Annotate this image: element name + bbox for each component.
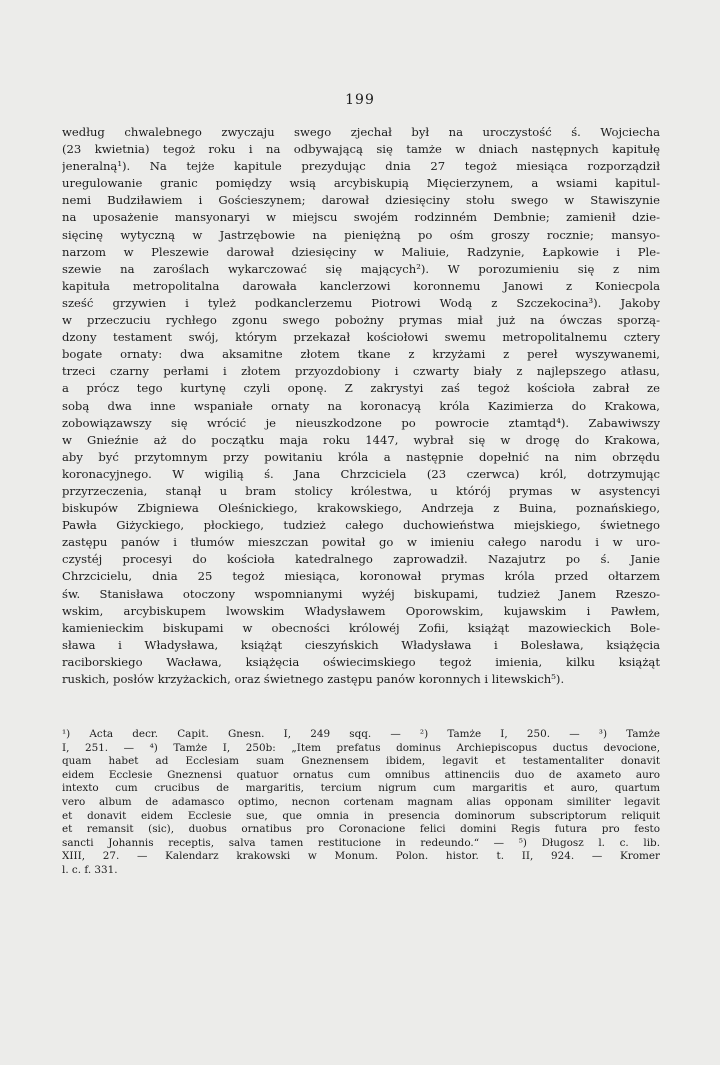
footnote-line: ¹) Acta decr. Capit. Gnesn. I, 249 sqq. — ²) Tamże I, 250. — ³) Tamże bbox=[62, 728, 660, 740]
footnote-line: eidem Ecclesie Gneznensi quatuor ornatus cum omnibus attinenciis duo de axameto auro bbox=[62, 768, 660, 781]
footnote-line: sancti Johannis receptis, salva tamen restitucione in redeundo.“ — ⁵) Długosz l. c. lib. bbox=[62, 836, 660, 849]
text-line: sześć grzywien i tyleż podkanclerzemu Piotrowi Wodą z Szczekocina³). Jakoby bbox=[62, 295, 660, 310]
text-line: nemi Budziławiem i Gościeszynem; darował dziesięciny stołu swego w Stawiszynie bbox=[62, 193, 660, 208]
text-line: aby być przytomnym przy powitaniu króla a następnie dopełnić na nim obrzędu bbox=[62, 449, 660, 464]
text-line: koronacyjnego. W wigilią ś. Jana Chrzciciela (23 czerwca) król, dotrzymując bbox=[62, 466, 660, 481]
text-line: dzony testament swój, którym przekazał kościołowi swemu metropolitalnemu cztery bbox=[62, 330, 660, 345]
text-line: św. Stanisława otoczony wspomnianymi wyżéj biskupami, tudzież Janem Rzeszo- bbox=[62, 586, 660, 601]
text-line: a prócz tego kurtynę czyli oponę. Z zakrystyi zaś tegoż kościoła zabrał ze bbox=[62, 381, 660, 396]
text-line: trzeci czarny perłami i złotem przyozdobiony i czwarty biały z najlepszego atłasu, bbox=[62, 364, 660, 379]
text-line: na uposażenie mansyonaryi w miejscu swojém rodzinném Dembnie; zamienił dzie- bbox=[62, 210, 660, 225]
text-line: jeneralną¹). Na tejże kapitule prezydując dnia 27 tegoż miesiąca rozporządził bbox=[62, 159, 660, 174]
text-line: kapituła metropolitalna darowała kanclerzowi koronnemu Janowi z Koniecpola bbox=[62, 278, 660, 293]
text-line: bogate ornaty: dwa aksamitne złotem tkane z krzyżami z pereł wyszywanemi, bbox=[62, 347, 660, 362]
text-line: w przeczuciu rychłego zgonu swego pobożny prymas miał już na ówczas sporzą- bbox=[62, 313, 660, 328]
footnote-line: intexto cum crucibus de margaritis, tercium nigrum cum margaritis et auro, quartum bbox=[62, 782, 660, 795]
footnote-line: et donavit eidem Ecclesie sue, que omnia in presencia dominorum subscriptorum reliquit bbox=[62, 809, 660, 822]
footnote-line: XIII, 27. — Kalendarz krakowski w Monum. Polon. histor. t. II, 924. — Kromer bbox=[62, 850, 660, 863]
text-line: raciborskiego Wacława, książęcia oświecimskiego tegoż imienia, kilku książąt bbox=[62, 654, 660, 669]
text-line: biskupów Zbigniewa Oleśnickiego, krakowskiego, Andrzeja z Buina, poznańskiego, bbox=[62, 501, 660, 516]
text-line: sława i Władysława, książąt cieszyńskich Władysława i Bolesława, książęcia bbox=[62, 637, 660, 652]
text-line: kamienieckim biskupami w obecności królowéj Zofii, książąt mazowieckich Bole- bbox=[62, 620, 660, 635]
page-number: 199 bbox=[345, 92, 375, 108]
text-line: Chrzcicielu, dnia 25 tegoż miesiąca, koronował prymas króla przed ołtarzem bbox=[62, 569, 660, 584]
text-line: czystéj procesyi do kościoła katedralnego zaprowadził. Nazajutrz po ś. Janie bbox=[62, 552, 660, 567]
text-line: według chwalebnego zwyczaju swego zjechał był na uroczystość ś. Wojciecha bbox=[62, 125, 660, 139]
text-line: (23 kwietnia) tegoż roku i na odbywającą się tamże w dniach następnych kapitułę bbox=[62, 142, 660, 157]
text-line: ruskich, posłów krzyżackich, oraz świetnego zastępu panów koronnych i litewskich⁵). bbox=[62, 672, 565, 686]
text-line: zastępu panów i tłumów mieszczan powitał go w imieniu całego narodu i w uro- bbox=[62, 535, 660, 550]
text-line: Pawła Giżyckiego, płockiego, tudzież całego duchowieństwa miejskiego, świetnego bbox=[62, 518, 660, 533]
text-line: narzom w Pleszewie darował dziesięciny w Maliuie, Radzynie, Łapkowie i Ple- bbox=[62, 244, 660, 259]
footnote-line: l. c. f. 331. bbox=[62, 863, 118, 876]
footnote-line: I, 251. — ⁴) Tamże I, 250b: „Item prefatus dominus Archiepiscopus ductus devocione, bbox=[62, 741, 660, 754]
text-line: szewie na zaroślach wykarczować się mających²). W porozumieniu się z nim bbox=[62, 261, 660, 276]
footnotes bbox=[62, 728, 660, 878]
text-line: w Gnieźnie aż do początku maja roku 1447, wybrał się w drogę do Krakowa, bbox=[62, 432, 660, 447]
body-text bbox=[62, 124, 660, 688]
footnote-line: et remansit (sic), duobus ornatibus pro Coronacione felici domini Regis futura pro festo bbox=[62, 823, 660, 836]
text-line: przyrzeczenia, stanął u bram stolicy królestwa, u którój prymas w asystencyi bbox=[62, 483, 660, 498]
text-line: wskim, arcybiskupem lwowskim Władysławem Oporowskim, kujawskim i Pawłem, bbox=[62, 603, 660, 618]
text-line: uregulowanie granic pomiędzy wsią arcybiskupią Mięcierzynem, a wsiami kapitul- bbox=[62, 176, 660, 191]
text-line: zobowiązawszy się wrócić je nieuszkodzone po powrocie ztamtąd⁴). Zabawiwszy bbox=[62, 415, 660, 430]
footnote-line: vero album de adamasco optimo, necnon cortenam magnam alias opponam similiter legavit bbox=[62, 795, 660, 808]
footnote-line: quam habet ad Ecclesiam suam Gneznensem ibidem, legavit et testamentaliter donavit bbox=[62, 755, 660, 768]
text-line: sobą dwa inne wspaniałe ornaty na koronacyą króla Kazimierza do Krakowa, bbox=[62, 398, 660, 413]
text-line: sięcinę wytyczną w Jastrzębowie na pieniężną po ośm groszy rocznie; mansyo- bbox=[62, 227, 660, 242]
